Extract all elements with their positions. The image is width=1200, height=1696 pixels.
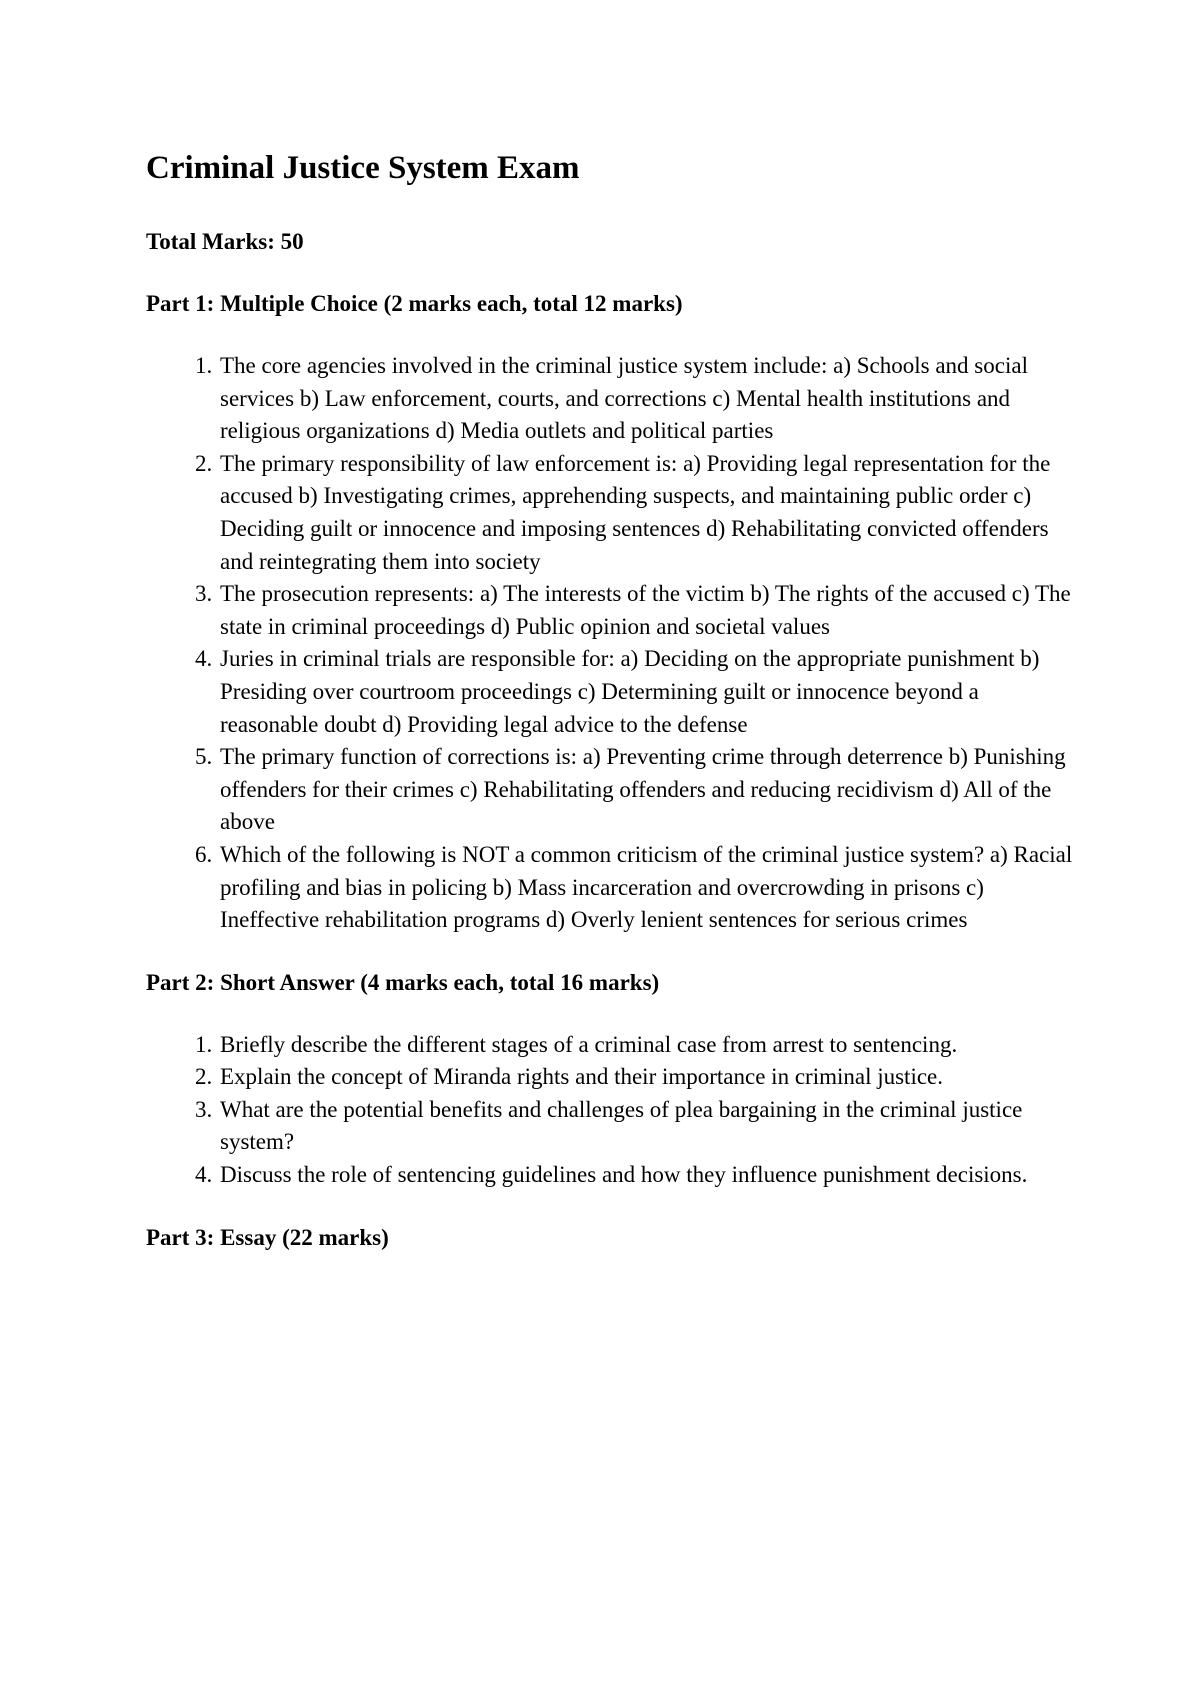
mc-question-3: 3. The prosecution represents: a) The interests of the victim b) The rights of the accused c) The state in criminal proceedings d) Public opinion and societal values (218, 578, 1078, 643)
sa-question-1: 1. Briefly describe the different stages of a criminal case from arrest to sentencing. (218, 1029, 1078, 1062)
total-marks: Total Marks: 50 (146, 229, 304, 254)
sa-question-2: 2. Explain the concept of Miranda rights and their importance in criminal justice. (218, 1061, 1078, 1094)
part1-heading: Part 1: Multiple Choice (2 marks each, total 12 marks) (146, 291, 683, 316)
part3-heading: Part 3: Essay (22 marks) (146, 1224, 389, 1250)
part2-heading: Part 2: Short Answer (4 marks each, total 16 marks) (146, 969, 660, 995)
exam-title: Criminal Justice System Exam (146, 150, 580, 186)
mc-question-6: 6. Which of the following is NOT a common criticism of the criminal justice system? a) Racial profiling and bias in policing b) Mass incarceration and overcrowding in prisons c) Ineffective rehabilitation programs d) Overly lenient sentences for serious crimes (218, 839, 1078, 937)
sa-question-4: 4. Discuss the role of sentencing guidelines and how they influence punishment decisions. (218, 1159, 1078, 1192)
mc-question-2: 2. The primary responsibility of law enforcement is: a) Providing legal representation for the accused b) Investigating crimes, apprehending suspects, and maintaining public order c) Deciding guilt or innocence and imposing sentences d) Rehabilitating convicted offenders and reintegrating them into society (218, 448, 1078, 578)
sa-question-3: 3. What are the potential benefits and challenges of plea bargaining in the criminal justice system? (218, 1094, 1078, 1159)
multiple-choice-list (146, 350, 1078, 937)
exam-content (146, 146, 1076, 1254)
mc-question-5: 5. The primary function of corrections is: a) Preventing crime through deterrence b) Punishing offenders for their crimes c) Rehabilitating offenders and reducing recidivism d) All of the above (218, 741, 1078, 839)
mc-question-1: 1. The core agencies involved in the criminal justice system include: a) Schools and social services b) Law enforcement, courts, and corrections c) Mental health institutions and religious organizations d) Media outlets and political parties (218, 350, 1078, 448)
mc-question-4: 4. Juries in criminal trials are responsible for: a) Deciding on the appropriate punishment b) Presiding over courtroom proceedings c) Determining guilt or innocence beyond a reasonable doubt d) Providing legal advice to the defense (218, 643, 1078, 741)
short-answer-list (146, 1029, 1078, 1192)
